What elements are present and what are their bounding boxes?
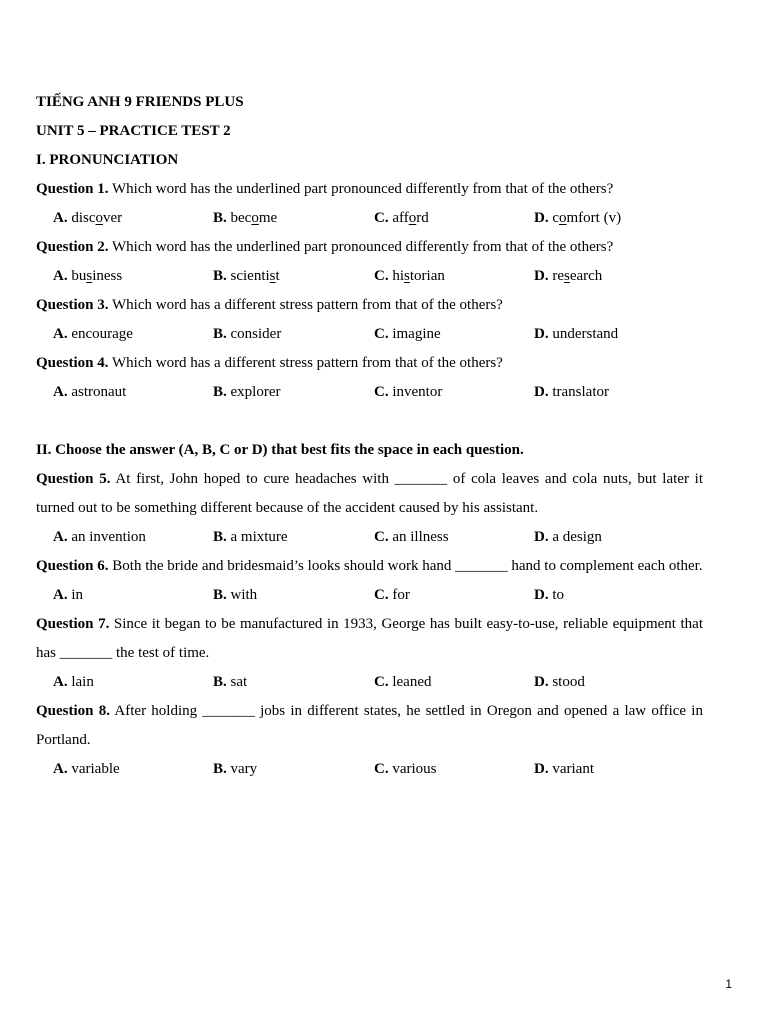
question-text: At first, John hoped to cure headaches with _______ of cola leaves and cola nuts, but later it turned out to be something different because of the accident caused by his assistant.	[36, 471, 703, 516]
option-letter: C.	[374, 587, 389, 603]
answer-option-c[interactable]	[374, 378, 442, 407]
option-text: with	[230, 587, 258, 603]
option-letter: C.	[374, 210, 389, 226]
underlined-letters: s	[564, 268, 570, 284]
option-letter: D.	[534, 587, 549, 603]
question-6	[36, 552, 703, 581]
question-label: Question 2.	[36, 239, 109, 255]
document-title: TIẾNG ANH 9 FRIENDS PLUS	[36, 94, 244, 110]
option-letter: D.	[534, 761, 549, 777]
option-text: an invention	[71, 529, 146, 545]
question-text: Which word has a different stress pattern from that of the others?	[112, 355, 503, 371]
option-letter: D.	[534, 268, 549, 284]
answer-option-c[interactable]	[374, 320, 441, 349]
answer-option-b[interactable]	[213, 378, 281, 407]
answer-option-c[interactable]	[374, 755, 437, 784]
option-letter: B.	[213, 529, 227, 545]
option-text: bec	[230, 210, 252, 226]
underlined-letters: s	[86, 268, 93, 284]
option-letter: B.	[213, 210, 227, 226]
option-text: a mixture	[230, 529, 288, 545]
underlined-letters: s	[404, 268, 410, 284]
section-heading-pronunciation: I. PRONUNCIATION	[36, 152, 179, 168]
answer-options	[36, 755, 703, 784]
underlined-letters: o	[251, 210, 259, 226]
option-text: stood	[552, 674, 585, 690]
question-label: Question 4.	[36, 355, 109, 371]
question-text: Since it began to be manufactured in 1933, George has built easy-to-use, reliable equipment that has _______ the test of time.	[36, 616, 703, 661]
answer-option-a[interactable]	[53, 755, 120, 784]
option-letter: C.	[374, 674, 389, 690]
option-letter: C.	[374, 761, 389, 777]
option-letter: B.	[213, 761, 227, 777]
option-text: aff	[392, 210, 409, 226]
option-text: lain	[71, 674, 94, 690]
document-subtitle: UNIT 5 – PRACTICE TEST 2	[36, 123, 231, 139]
option-letter: D.	[534, 326, 549, 342]
answer-option-c[interactable]	[374, 204, 429, 233]
option-text: to	[552, 587, 565, 603]
answer-option-a[interactable]	[53, 668, 94, 697]
option-letter: C.	[374, 268, 389, 284]
option-letter: B.	[213, 384, 227, 400]
option-letter: B.	[213, 268, 227, 284]
option-letter: D.	[534, 210, 549, 226]
option-text: in	[71, 587, 84, 603]
option-text-rest: mfort (v)	[566, 210, 622, 226]
option-letter: C.	[374, 384, 389, 400]
question-label: Question 1.	[36, 181, 109, 197]
option-text: consider	[230, 326, 282, 342]
option-text: hi	[392, 268, 405, 284]
option-text: vary	[230, 761, 258, 777]
answer-option-b[interactable]	[213, 755, 257, 784]
question-label: Question 3.	[36, 297, 109, 313]
answer-option-a[interactable]	[53, 204, 122, 233]
question-label: Question 5.	[36, 471, 111, 487]
option-letter: C.	[374, 326, 389, 342]
option-text: various	[392, 761, 437, 777]
option-text-rest: iness	[92, 268, 123, 284]
answer-option-c[interactable]	[374, 262, 445, 291]
option-text: c	[552, 210, 560, 226]
section-heading-grammar: II. Choose the answer (A, B, C or D) that best fits the space in each question.	[36, 442, 524, 458]
option-text-rest: t	[275, 268, 280, 284]
underlined-letters: o	[559, 210, 567, 226]
answer-options	[36, 668, 703, 697]
answer-option-c[interactable]	[374, 523, 449, 552]
option-text: leaned	[392, 674, 432, 690]
page-number: 1	[725, 977, 732, 991]
question-text: Which word has the underlined part pronounced differently from that of the others?	[112, 181, 614, 197]
answer-option-b[interactable]	[213, 668, 247, 697]
option-text: a design	[552, 529, 602, 545]
option-letter: D.	[534, 674, 549, 690]
question-label: Question 6.	[36, 558, 109, 574]
answer-options	[36, 378, 703, 407]
question-text: After holding _______ jobs in different states, he settled in Oregon and opened a law office in Portland.	[36, 703, 703, 748]
underlined-letters: o	[95, 210, 104, 226]
answer-option-d[interactable]	[534, 523, 602, 552]
option-text-rest: torian	[409, 268, 445, 284]
option-letter: C.	[374, 529, 389, 545]
answer-option-d[interactable]	[534, 378, 609, 407]
option-text: imagine	[392, 326, 441, 342]
answer-options	[36, 204, 703, 233]
question-text: Which word has a different stress pattern from that of the others?	[112, 297, 503, 313]
question-text: Which word has the underlined part pronounced differently from that of the others?	[112, 239, 614, 255]
option-letter: D.	[534, 529, 549, 545]
option-letter: B.	[213, 326, 227, 342]
option-letter: A.	[53, 587, 68, 603]
option-text: scienti	[230, 268, 270, 284]
answer-option-b[interactable]	[213, 523, 288, 552]
option-text: bu	[71, 268, 87, 284]
question-1	[36, 175, 703, 204]
question-label: Question 7.	[36, 616, 110, 632]
answer-options	[36, 523, 703, 552]
answer-option-d[interactable]	[534, 204, 621, 233]
option-letter: A.	[53, 210, 68, 226]
option-text: re	[552, 268, 564, 284]
answer-option-a[interactable]	[53, 320, 133, 349]
question-5	[36, 465, 703, 523]
option-text: disc	[71, 210, 96, 226]
option-text: an illness	[392, 529, 449, 545]
underlined-letters: o	[408, 210, 417, 226]
answer-option-b[interactable]	[213, 581, 257, 610]
question-2	[36, 233, 703, 262]
answer-options	[36, 581, 703, 610]
question-7	[36, 610, 703, 668]
option-text-rest: ver	[103, 210, 123, 226]
option-text-rest: earch	[569, 268, 603, 284]
answer-option-b[interactable]	[213, 262, 280, 291]
section-spacer	[36, 407, 703, 436]
answer-option-c[interactable]	[374, 668, 431, 697]
answer-option-a[interactable]	[53, 523, 146, 552]
section-grammar	[36, 465, 703, 784]
question-text: Both the bride and bridesmaid’s looks should work hand _______ hand to complement each other.	[112, 558, 703, 574]
option-letter: A.	[53, 384, 68, 400]
answer-option-d[interactable]	[534, 262, 602, 291]
option-text: understand	[552, 326, 619, 342]
option-text: inventor	[392, 384, 443, 400]
question-label: Question 8.	[36, 703, 110, 719]
answer-option-d[interactable]	[534, 581, 564, 610]
option-letter: A.	[53, 529, 68, 545]
answer-options	[36, 262, 703, 291]
option-text: sat	[230, 674, 248, 690]
option-text-rest: rd	[416, 210, 429, 226]
option-letter: A.	[53, 326, 68, 342]
option-letter: A.	[53, 268, 68, 284]
answer-option-d[interactable]	[534, 320, 618, 349]
option-text: explorer	[230, 384, 281, 400]
worksheet-page	[36, 88, 703, 784]
option-letter: B.	[213, 674, 227, 690]
option-letter: B.	[213, 587, 227, 603]
option-letter: D.	[534, 384, 549, 400]
option-text-rest: me	[258, 210, 278, 226]
answer-option-a[interactable]	[53, 378, 126, 407]
answer-option-a[interactable]	[53, 262, 122, 291]
answer-option-c[interactable]	[374, 581, 410, 610]
answer-option-d[interactable]	[534, 755, 594, 784]
option-text: for	[392, 587, 410, 603]
option-text: variable	[71, 761, 120, 777]
option-text: encourage	[71, 326, 133, 342]
answer-option-b[interactable]	[213, 320, 281, 349]
question-8	[36, 697, 703, 755]
option-letter: A.	[53, 674, 68, 690]
answer-option-b[interactable]	[213, 204, 277, 233]
answer-option-d[interactable]	[534, 668, 585, 697]
underlined-letters: s	[269, 268, 276, 284]
question-3	[36, 291, 703, 320]
section-pronunciation	[36, 175, 703, 407]
option-letter: A.	[53, 761, 68, 777]
option-text: astronaut	[71, 384, 127, 400]
option-text: variant	[552, 761, 594, 777]
option-text: translator	[552, 384, 609, 400]
question-4	[36, 349, 703, 378]
answer-option-a[interactable]	[53, 581, 83, 610]
answer-options	[36, 320, 703, 349]
